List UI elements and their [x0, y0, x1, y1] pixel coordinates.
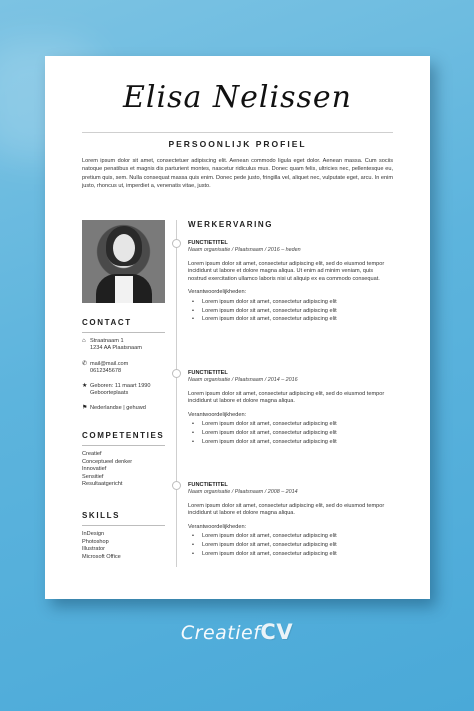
contact-nationality — [82, 405, 146, 412]
experience-heading: WERKERVARING — [188, 220, 274, 229]
contact-address — [82, 338, 142, 352]
skills-divider — [82, 525, 165, 526]
list-item: • Lorem ipsum dolor sit amet, consectetur adipiscing elit — [202, 532, 393, 541]
list-item: Creatief — [82, 451, 102, 457]
list-item: Sensitief — [82, 473, 104, 480]
responsibilities-label: Verantwoordelijkheden: — [188, 411, 247, 418]
birth-place: Geboorteplaats — [90, 390, 129, 396]
brand-part-1: Creatief — [180, 622, 261, 644]
responsibilities-label: Verantwoordelijkheden: — [188, 289, 247, 296]
brand-logo — [0, 620, 474, 644]
competencies-heading: COMPETENTIES — [82, 431, 165, 440]
list-item: • Lorem ipsum dolor sit amet, consectetur adipiscing elit — [202, 315, 393, 324]
list-item: InDesign — [82, 531, 105, 537]
brand-part-2: CV — [260, 620, 294, 644]
phone-icon: ✆ — [82, 361, 88, 367]
list-item: • Lorem ipsum dolor sit amet, consectetur adipiscing elit — [202, 420, 393, 429]
list-item: • Lorem ipsum dolor sit amet, consectetur adipiscing elit — [202, 298, 393, 307]
job-meta: Naam organisatie / Plaatsnaam / 2016 – heden — [188, 247, 301, 254]
nationality-text: Nederlandse | gehuwd — [90, 405, 146, 411]
timeline-dot — [172, 369, 181, 378]
job-title: FUNCTIETITEL — [188, 482, 228, 488]
list-item: • Lorem ipsum dolor sit amet, consectetur adipiscing elit — [202, 438, 393, 447]
flag-icon: ⚑ — [82, 405, 88, 411]
skills-list — [82, 531, 121, 561]
job-meta: Naam organisatie / Plaatsnaam / 2008 – 2014 — [188, 489, 298, 496]
resume-page — [45, 56, 430, 599]
job-meta: Naam organisatie / Plaatsnaam / 2014 – 2016 — [188, 377, 298, 384]
competencies-divider — [82, 445, 165, 446]
contact-heading: CONTACT — [82, 318, 132, 327]
job-description: Lorem ipsum dolor sit amet, consectetur adipiscing elit, sed do eiusmod tempor incididunt ut labore et dolore magna aliqua. — [188, 502, 385, 517]
email-text: mail@mail.com — [90, 361, 129, 367]
list-item: • Lorem ipsum dolor sit amet, consectetur adipiscing elit — [202, 307, 393, 316]
timeline-line — [176, 220, 177, 567]
timeline-dot — [172, 239, 181, 248]
list-item: Photoshop — [82, 538, 109, 545]
contact-divider — [82, 332, 165, 333]
list-item: • Lorem ipsum dolor sit amet, consectetur adipiscing elit — [202, 429, 393, 438]
job-title: FUNCTIETITEL — [188, 240, 228, 246]
job-entry — [188, 240, 393, 324]
list-item: Innovatief — [82, 466, 107, 473]
job-description: Lorem ipsum dolor sit amet, consectetur adipiscing elit, sed do eiusmod tempor incididunt ut labore et dolore magna aliqua. Ut enim ad minim veniam, quis nostrud exercitation ullamco laboris nisi ut aliquip ex ea commodo consequat. — [188, 260, 385, 282]
competencies-list — [82, 451, 132, 489]
profile-text: Lorem ipsum dolor sit amet, consectetuer adipiscing elit. Aenean commodo ligula eget dolor. Aenean massa. Cum sociis natoque penatibus et magnis dis parturient montes, nascetur ridiculus mus. Donec quam felis, ultricies nec, pellentesque eu, pretium quis, sem. Nulla consequat massa quis enim. Donec pede justo, fringilla vel, aliquet nec, vulputate eget, arcu. In enim justo, rhoncus ut, imperdiet a, venenatis vitae, justo. — [82, 158, 393, 189]
resume-name: Elisa Nelissen — [123, 80, 352, 115]
responsibilities-list — [188, 298, 393, 324]
phone-text: 0612345678 — [90, 368, 122, 374]
list-item: • Lorem ipsum dolor sit amet, consectetur adipiscing elit — [202, 541, 393, 550]
list-item: Illustrator — [82, 546, 106, 553]
contact-birth — [82, 383, 151, 397]
profile-heading: PERSOONLIJK PROFIEL — [168, 139, 307, 149]
profile-photo — [82, 220, 165, 303]
star-icon: ★ — [82, 383, 88, 389]
timeline-dot — [172, 481, 181, 490]
responsibilities-label: Verantwoordelijkheden: — [188, 523, 247, 530]
contact-email-phone — [82, 361, 128, 375]
home-icon: ⌂ — [82, 338, 86, 344]
responsibilities-list — [188, 532, 393, 558]
responsibilities-list — [188, 420, 393, 446]
list-item: Conceptueel denker — [82, 458, 133, 465]
address-line-1: Straatnaam 1 — [90, 338, 124, 344]
job-entry — [188, 482, 393, 558]
job-title: FUNCTIETITEL — [188, 370, 228, 376]
list-item: • Lorem ipsum dolor sit amet, consectetur adipiscing elit — [202, 550, 393, 559]
job-entry — [188, 370, 393, 446]
birth-date: Geboren: 11 maart 1990 — [90, 383, 151, 389]
job-description: Lorem ipsum dolor sit amet, consectetur adipiscing elit, sed do eiusmod tempor incididunt ut labore et dolore magna aliqua. — [188, 390, 385, 405]
header-divider — [82, 132, 393, 133]
list-item: Resultaatgericht — [82, 481, 123, 488]
list-item: Microsoft Office — [82, 553, 121, 560]
address-line-2: 1234 AA Plaatsnaam — [90, 345, 142, 351]
skills-heading: SKILLS — [82, 511, 121, 520]
